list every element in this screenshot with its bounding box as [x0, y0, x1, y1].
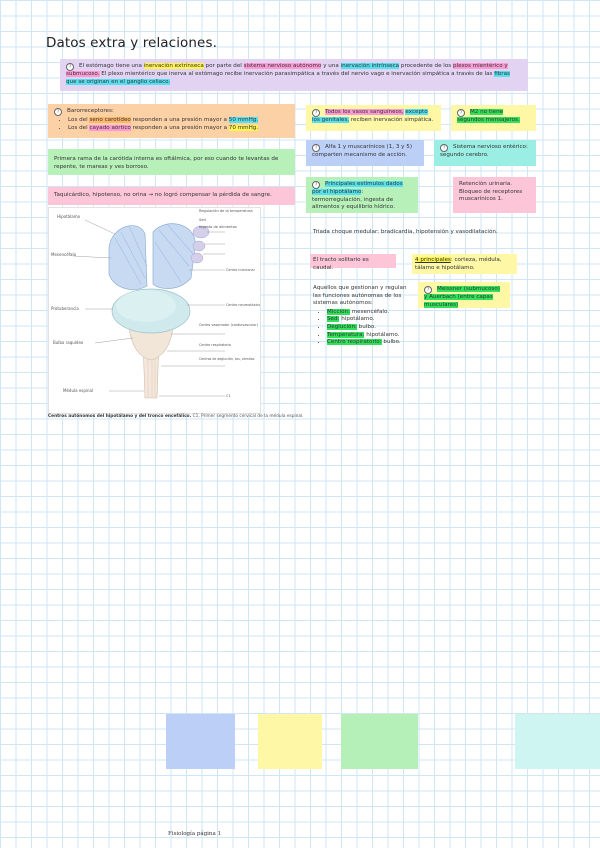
question-icon: ?: [440, 144, 448, 152]
fig-label: C1: [226, 394, 231, 398]
question-icon: ?: [66, 63, 74, 71]
list-item: • Temperatura: hipotálamo.: [327, 332, 413, 340]
question-icon: ?: [54, 108, 62, 116]
note-stomach-innervation: [60, 59, 528, 91]
note-heading: Aquellos que gestionan y regulan las funciones autónomas de los sistemas autónomos:: [313, 285, 407, 307]
list-item: • Micción: mesencéfalo.: [327, 309, 413, 317]
note-barorreceptores: [48, 104, 295, 138]
note-text: Primera rama de la carótida interna es oftálmica, por eso cuando te levantas de repente, te mareas y ves borroso.: [54, 156, 279, 170]
swatch-green: [341, 714, 418, 769]
fig-label: Regulación de la temperatura: [199, 209, 253, 213]
note-taquicardico: [48, 187, 295, 205]
note-retencion: Retención urinaria. Bloqueo de receptores muscarínicos 1.: [453, 177, 536, 213]
question-icon: ?: [312, 144, 320, 152]
highlight: inervación intrínseca: [340, 63, 400, 69]
fig-label: Médula espinal: [63, 388, 94, 393]
note-text: Taquicárdico, hipotenso, no orina → no logró compensar la pérdida de sangre.: [54, 192, 272, 198]
list-item: • Los del cayado aórtico responden a una presión mayor a 70 mmHg.: [68, 125, 289, 133]
note-text: procedente de los: [399, 63, 453, 69]
note-text: por parte del: [203, 63, 244, 69]
note-enterico: ? Sistema nervioso entérico: segundo cerebro.: [434, 140, 536, 166]
fig-label: Centro vasomotor (cardiovascular): [199, 323, 258, 327]
note-tracto: El tracto solitario es caudal.: [310, 254, 396, 268]
note-triada: Triada choque medular: bradicardia, hipotensión y vasodilatación.: [313, 229, 498, 235]
note-aquellos: [313, 285, 413, 347]
question-icon: ?: [457, 109, 465, 117]
figure-caption: Centros autónomos del hipotálamo y del tronco encefálico. C1, Primer segmento cervical de la médula espinal.: [48, 414, 304, 419]
note-text: El plexo mientérico que inerva al estómago recibe inervación parasimpática a través del nervio vago e inervación simpática a través de las: [99, 71, 495, 77]
autonomic-centers-list: [313, 309, 413, 347]
brainstem-illustration: [49, 208, 260, 413]
fig-label: Mesencéfalo: [51, 252, 77, 257]
question-icon: ?: [424, 286, 432, 294]
fig-label: Ingesta de alimentos: [199, 225, 237, 229]
note-vasos: ? Todos los vasos sanguíneos, excepto los genitales, reciben inervación simpática.: [306, 105, 441, 131]
page-title: Datos extra y relaciones.: [46, 35, 217, 51]
note-m2: ? M2 no tiene segundos mensajeros.: [451, 105, 536, 131]
highlight: inervación extrínseca: [143, 63, 204, 69]
swatch-blue: [166, 714, 235, 769]
highlight: plexos mientérico y submucoso.: [66, 63, 508, 77]
fig-label: Centro miccional: [226, 268, 255, 272]
question-icon: ?: [312, 109, 320, 117]
note-cuatro-principales: 4 principales: corteza, médula, tálamo e hipotálamo.: [412, 254, 517, 274]
swatch-cyan: [515, 714, 600, 769]
baro-list: [54, 117, 289, 132]
list-item: • Los del seno carotídeo responden a una presión mayor a 50 mmHg.: [68, 117, 289, 125]
swatch-yellow: [258, 714, 322, 769]
note-hipotalamo: ? Principales estímulos dados por el hipotálamo: termorregulación, ingesta de alimentos y equilibrio hídrico.: [306, 177, 418, 213]
brainstem-figure: [48, 207, 261, 414]
fig-label: Sed: [199, 218, 206, 222]
fig-label: Centro neumotáxico: [226, 303, 260, 307]
list-item: • Deglución: bulbo.: [327, 324, 413, 332]
note-alfa: ? Alfa 1 y muscarínicos (1, 3 y 5) comparten mecanismo de acción.: [306, 140, 424, 166]
question-icon: ?: [312, 181, 320, 189]
page-footer: Fisiología página 1: [168, 831, 221, 837]
note-meissner: ? Meissner (submucoso) y Auerbach (entre capas musculares): [418, 282, 510, 308]
highlight: fibras que se originan en el ganglio celiaco.: [66, 71, 510, 85]
note-primera-rama: [48, 149, 295, 175]
note-heading: Barorreceptores:: [67, 108, 114, 114]
list-item: • Sed: hipotálamo.: [327, 316, 413, 324]
fig-label: Centros de deglución, tos, vómitos: [199, 357, 255, 361]
note-text: y una: [321, 63, 341, 69]
fig-label: Hipotálamo: [57, 214, 81, 219]
note-text: El estómago tiene una: [79, 63, 144, 69]
fig-label: Protuberancia: [51, 306, 79, 311]
list-item: • Centro respiratorio: bulbo.: [327, 339, 413, 347]
fig-label: Bulbo raquídeo: [53, 340, 84, 345]
fig-label: Centro respiratorio: [199, 343, 231, 347]
highlight: sistema nervioso autónomo: [243, 63, 322, 69]
